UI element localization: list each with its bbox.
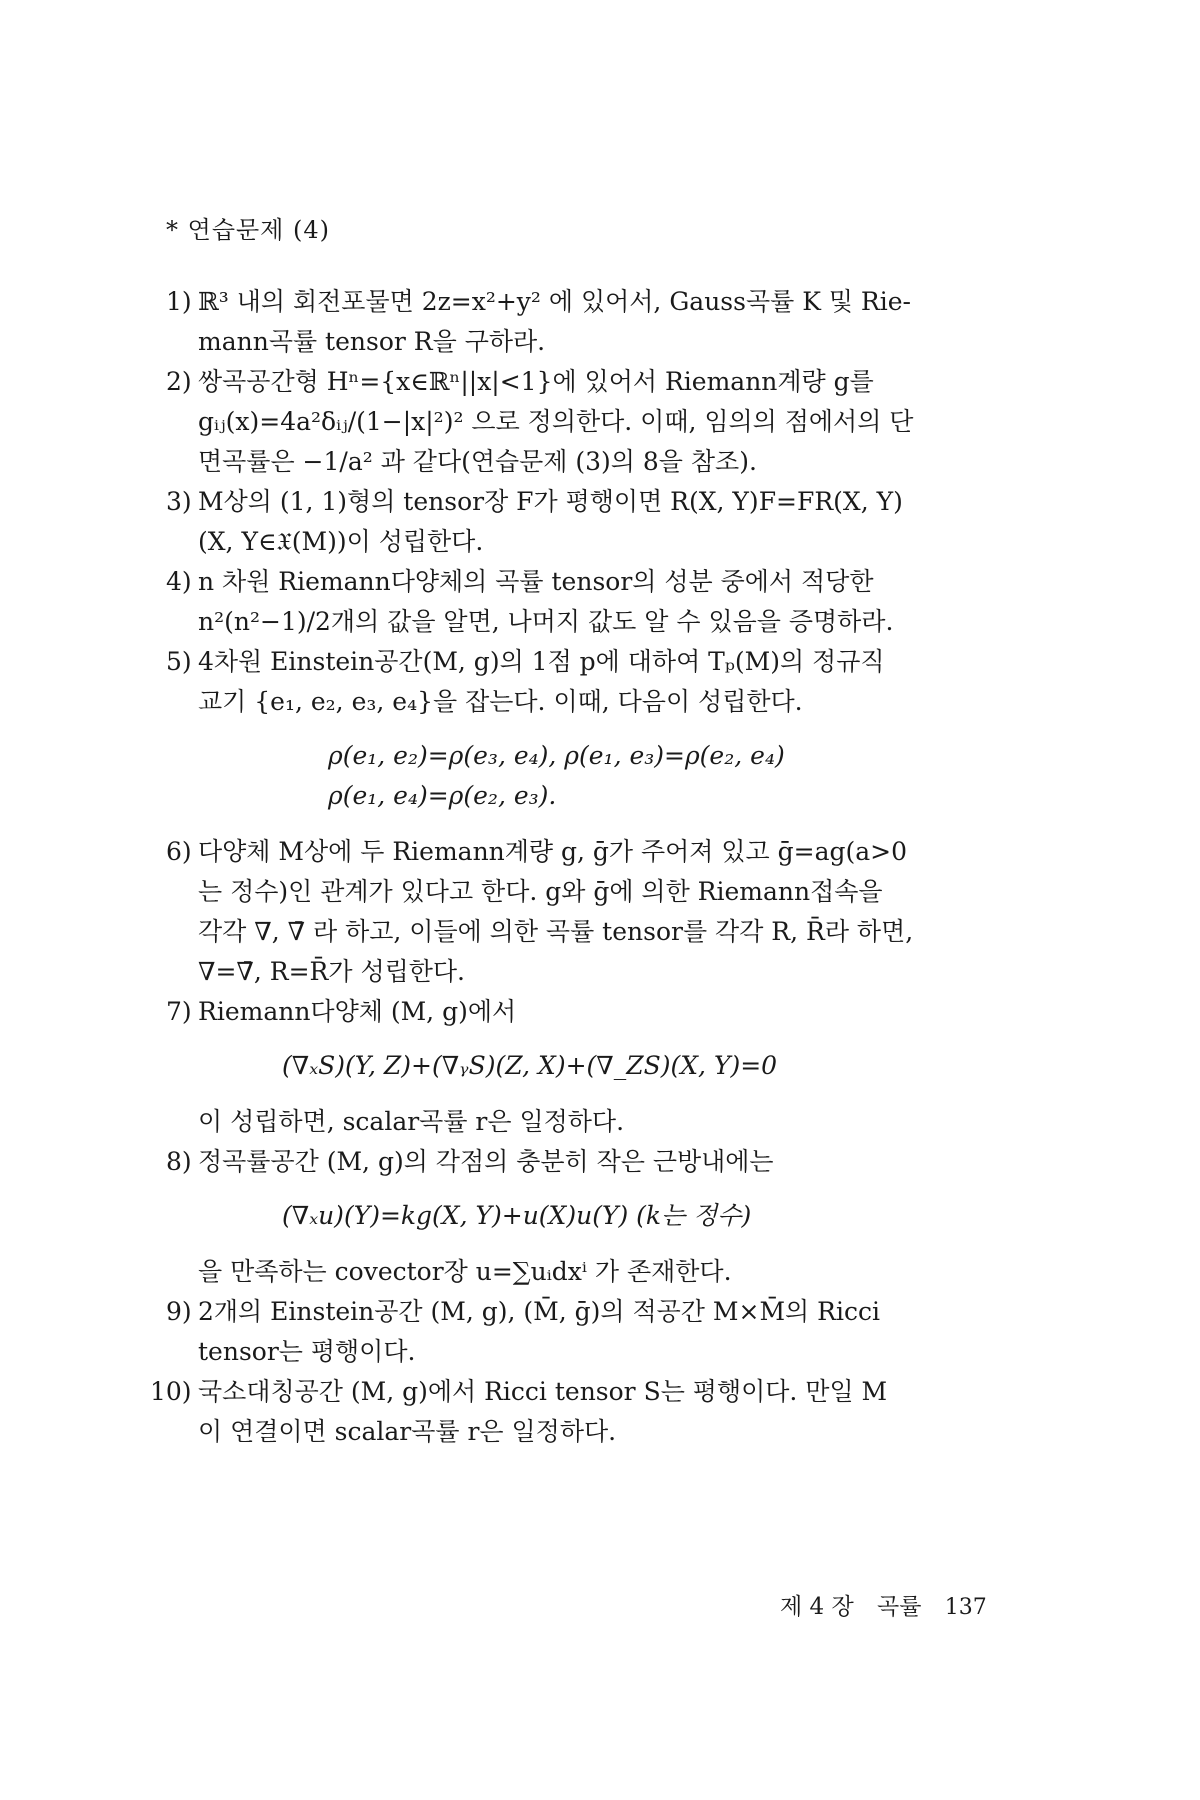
equation-block xyxy=(198,736,1046,816)
problem-4 xyxy=(166,562,1046,642)
problem-number: 1) xyxy=(166,287,192,316)
equation-line: (∇ₓu)(Y)=kg(X, Y)+u(X)u(Y) (k는 정수) xyxy=(282,1201,752,1230)
problem-text-line: 을 만족하는 covector장 u=∑uᵢdxⁱ 가 존재한다. xyxy=(198,1257,732,1286)
problem-text-line: 교기 {e₁, e₂, e₃, e₄}을 잡는다. 이때, 다음이 성립한다. xyxy=(198,687,803,716)
problem-text-line: ∇=∇̄, R=R̄가 성립한다. xyxy=(198,957,465,986)
problem-text-line: 면곡률은 −1/a² 과 같다(연습문제 (3)의 8을 참조). xyxy=(198,447,757,476)
problem-text-line: gᵢⱼ(x)=4a²δᵢⱼ/(1−|x|²)² 으로 정의한다. 이때, 임의의 점에서의 단 xyxy=(198,407,914,436)
problem-9 xyxy=(166,1292,1046,1372)
problem-8 xyxy=(166,1142,1046,1292)
problem-text-line: n²(n²−1)/2개의 값을 알면, 나머지 값도 알 수 있음을 증명하라. xyxy=(198,607,894,636)
page-number: 137 xyxy=(944,1595,987,1620)
problem-text-line: 4차원 Einstein공간(M, g)의 1점 p에 대하여 Tₚ(M)의 정규직 xyxy=(198,647,885,676)
equation-block xyxy=(198,1196,1046,1236)
exercise-heading: * 연습문제 (4) xyxy=(166,216,330,244)
problem-text-line: 이 연결이면 scalar곡률 r은 일정하다. xyxy=(198,1417,617,1446)
problem-10 xyxy=(150,1372,1046,1452)
problem-text-line: (X, Y∈𝔛(M))이 성립한다. xyxy=(198,527,484,556)
problem-number: 4) xyxy=(166,567,192,596)
problem-text-line: 각각 ∇, ∇̄ 라 하고, 이들에 의한 곡률 tensor를 각각 R, R̄라 하면, xyxy=(198,917,914,946)
problem-text-line: ℝ³ 내의 회전포물면 2z=x²+y² 에 있어서, Gauss곡률 K 및 Rie- xyxy=(198,287,911,316)
problem-2 xyxy=(166,362,1046,482)
problem-text-line: 정곡률공간 (M, g)의 각점의 충분히 작은 근방내에는 xyxy=(198,1147,774,1176)
problem-number: 6) xyxy=(166,837,192,866)
problem-number: 10) xyxy=(150,1377,192,1406)
equation-line: ρ(e₁, e₂)=ρ(e₃, e₄), ρ(e₁, e₃)=ρ(e₂, e₄) xyxy=(328,741,785,770)
problem-number: 3) xyxy=(166,487,192,516)
footer-chapter-title: 곡률 xyxy=(877,1594,922,1620)
problem-3 xyxy=(166,482,1046,562)
problem-text-line: 쌍곡공간형 Hⁿ={x∈ℝⁿ||x|<1}에 있어서 Riemann계량 g를 xyxy=(198,367,874,396)
problem-text-line: 이 성립하면, scalar곡률 r은 일정하다. xyxy=(198,1107,625,1136)
equation-line: ρ(e₁, e₄)=ρ(e₂, e₃). xyxy=(328,781,557,810)
problem-text-line: 다양체 M상에 두 Riemann계량 g, ḡ가 주어져 있고 ḡ=ag(a>0 xyxy=(198,837,908,866)
problem-1 xyxy=(166,282,1046,362)
problem-number: 2) xyxy=(166,367,192,396)
footer-chapter: 제 4 장 xyxy=(780,1594,854,1620)
problem-number: 7) xyxy=(166,997,192,1026)
problem-list xyxy=(150,282,1046,1452)
problem-text-line: 2개의 Einstein공간 (M, g), (M̄, ḡ)의 적공간 M×M̄의 Ricci xyxy=(198,1297,880,1326)
problem-text-line: Riemann다양체 (M, g)에서 xyxy=(198,997,517,1026)
problem-6 xyxy=(166,832,1046,992)
problem-text-line: mann곡률 tensor R을 구하라. xyxy=(198,327,546,356)
problem-text-line: 국소대칭공간 (M, g)에서 Ricci tensor S는 평행이다. 만일 M xyxy=(198,1377,888,1406)
problem-text-line: M상의 (1, 1)형의 tensor장 F가 평행이면 R(X, Y)F=FR(X, Y) xyxy=(198,487,903,516)
problem-text-line: 는 정수)인 관계가 있다고 한다. g와 ḡ에 의한 Riemann접속을 xyxy=(198,877,883,906)
problem-7 xyxy=(166,992,1046,1142)
problem-number: 5) xyxy=(166,647,192,676)
page-footer xyxy=(780,1588,987,1621)
problem-text-line: tensor는 평행이다. xyxy=(198,1337,416,1366)
problem-text-line: n 차원 Riemann다양체의 곡률 tensor의 성분 중에서 적당한 xyxy=(198,567,874,596)
equation-block xyxy=(198,1046,1046,1086)
problem-number: 8) xyxy=(166,1147,192,1176)
problem-number: 9) xyxy=(166,1297,192,1326)
problem-5 xyxy=(166,642,1046,816)
equation-line: (∇ₓS)(Y, Z)+(∇ᵧS)(Z, X)+(∇_ZS)(X, Y)=0 xyxy=(282,1051,778,1080)
